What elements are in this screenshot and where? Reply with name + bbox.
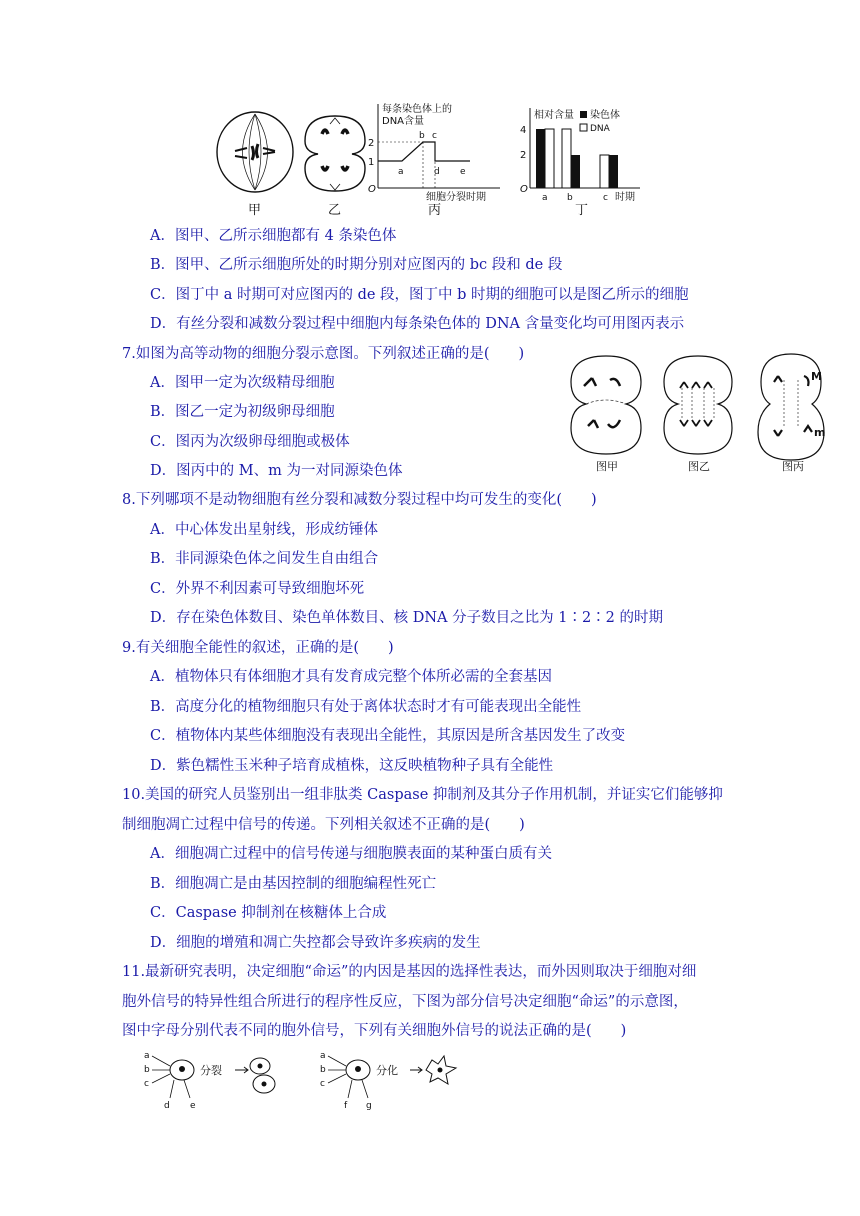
label-ding: 丁 (575, 203, 589, 216)
bing-point-e: e (460, 167, 466, 177)
q9-option-a: A．植物体只有体细胞才具有发育成完整个体所必需的全套基因 (150, 669, 552, 685)
q10-option-d: D．细胞的增殖和凋亡失控都会导致许多疾病的发生 (150, 935, 481, 951)
ding-xlabel: 时期 (615, 192, 635, 203)
q7-option-d: D．图丙中的 M、m 为一对同源染色体 (150, 463, 403, 479)
bing-ytick-1: 1 (368, 157, 375, 168)
q7-mark-m: m (814, 426, 826, 439)
q7-cell-bing-icon (758, 354, 825, 460)
q8-option-b: B．非同源染色体之间发生自由组合 (150, 551, 379, 567)
cell-yi-icon (305, 116, 365, 191)
q11-left-signal-c: c (144, 1079, 149, 1089)
ding-bar-a-chromosome (536, 129, 545, 188)
q7-cell-yi-icon (664, 356, 732, 454)
ding-bar-b-chromosome (571, 155, 580, 188)
q11-stem-line2: 胞外信号的特异性组合所进行的程序性反应，下图为部分信号决定细胞“命运”的示意图， (122, 994, 688, 1010)
q7-option-a: A．图甲一定为次级精母细胞 (150, 375, 335, 391)
label-yi: 乙 (328, 203, 342, 216)
q8-stem: 8.下列哪项不是动物细胞有丝分裂和减数分裂过程中均可发生的变化( ) (122, 492, 597, 508)
bing-point-c: c (432, 131, 437, 141)
q7-label-jia: 图甲 (596, 460, 618, 473)
ding-cat-a: a (542, 193, 548, 203)
q7-label-bing: 图丙 (782, 460, 804, 473)
ding-legend-chromosome: 染色体 (590, 110, 620, 121)
q7-label-yi: 图乙 (688, 460, 710, 473)
q8-option-c: C．外界不利因素可导致细胞坏死 (150, 581, 365, 597)
bing-point-a: a (398, 167, 404, 177)
q6-option-a: A．图甲、乙所示细胞都有 4 条染色体 (150, 228, 397, 244)
bing-xlabel: 细胞分裂时期 (426, 192, 486, 203)
cell-jia-icon (217, 112, 293, 192)
ding-bar-c-dna (600, 155, 609, 188)
ding-origin: O (520, 184, 528, 195)
q11-right-signal-g: g (366, 1101, 372, 1111)
q11-right-signal-c: c (320, 1079, 325, 1089)
ding-bar-c-chromosome (609, 155, 618, 188)
ding-cat-b: b (567, 193, 573, 203)
q11-left-signal-d: d (164, 1101, 170, 1111)
q11-stem-line1: 11.最新研究表明，决定细胞“命运”的内因是基因的选择性表达，而外因则取决于细胞对细 (122, 964, 697, 980)
q8-option-d: D．存在染色体数目、染色单体数目、核 DNA 分子数目之比为 1∶2∶2 的时期 (150, 610, 664, 626)
q6-option-d: D．有丝分裂和减数分裂过程中细胞内每条染色体的 DNA 含量变化均可用图丙表示 (150, 316, 685, 332)
ding-ytick-4: 4 (520, 125, 527, 136)
label-jia: 甲 (248, 203, 262, 216)
chart-bing (368, 102, 500, 203)
bing-point-b: b (419, 131, 425, 141)
q7-stem: 7.如图为高等动物的细胞分裂示意图。下列叙述正确的是( ) (122, 346, 525, 362)
q11-left-signal-e: e (190, 1101, 196, 1111)
chart-ding (520, 108, 640, 203)
bing-ylabel-2: DNA含量 (382, 116, 425, 127)
ding-ytick-2: 2 (520, 150, 527, 161)
q8-option-a: A．中心体发出星射线，形成纺锤体 (150, 522, 378, 538)
q9-option-b: B．高度分化的植物细胞只有处于离体状态时才有可能表现出全能性 (150, 699, 582, 715)
q11-right-signal-f: f (344, 1101, 348, 1111)
ding-bar-b-dna (562, 129, 571, 188)
q10-stem-line1: 10.美国的研究人员鉴别出一组非肽类 Caspase 抑制剂及其分子作用机制，并证实它们能够抑 (122, 787, 723, 803)
q7-option-c: C．图丙为次级卵母细胞或极体 (150, 434, 350, 450)
ding-bar-a-dna (545, 129, 554, 188)
q10-stem-line2: 制细胞凋亡过程中信号的传递。下列相关叙述不正确的是( ) (122, 817, 525, 833)
q9-option-c: C．植物体内某些体细胞没有表现出全能性，其原因是所含基因发生了改变 (150, 728, 626, 744)
q11-left-signal-a: a (144, 1051, 150, 1061)
bing-origin: O (368, 184, 376, 195)
ding-legend-dna: DNA (590, 124, 610, 134)
q11-right-signal-b: b (320, 1065, 326, 1075)
q6-option-c: C．图丁中 a 时期可对应图丙的 de 段，图丁中 b 时期的细胞可以是图乙所示的细胞 (150, 287, 689, 303)
ding-ylabel: 相对含量 (534, 110, 574, 121)
bing-ylabel-1: 每条染色体上的 (382, 104, 452, 115)
q11-left-signal-b: b (144, 1065, 150, 1075)
q10-option-a: A．细胞凋亡过程中的信号传递与细胞膜表面的某种蛋白质有关 (150, 846, 552, 862)
q11-right-signal-a: a (320, 1051, 326, 1061)
q11-left-arrow-label: 分裂 (200, 1064, 222, 1077)
q11-figure (140, 1046, 480, 1112)
ding-cat-c: c (603, 193, 608, 203)
q11-left-diagram (144, 1051, 275, 1111)
q7-figure (566, 352, 846, 474)
q6-option-b: B．图甲、乙所示细胞所处的时期分别对应图丙的 bc 段和 de 段 (150, 257, 563, 273)
label-bing: 丙 (428, 203, 442, 216)
q11-stem-line3: 图中字母分别代表不同的胞外信号，下列有关细胞外信号的说法正确的是( ) (122, 1023, 627, 1039)
bing-point-d: d (434, 167, 440, 177)
q11-right-arrow-label: 分化 (376, 1064, 398, 1077)
bing-ytick-2: 2 (368, 138, 375, 149)
q7-option-b: B．图乙一定为初级卵母细胞 (150, 404, 335, 420)
q10-option-c: C．Caspase 抑制剂在核糖体上合成 (150, 905, 387, 921)
q9-option-d: D．紫色糯性玉米种子培育成植株，这反映植物种子具有全能性 (150, 758, 554, 774)
q7-cell-jia-icon (571, 356, 641, 454)
top-figure (210, 96, 650, 216)
q10-option-b: B．细胞凋亡是由基因控制的细胞编程性死亡 (150, 876, 437, 892)
q11-right-diagram (320, 1051, 456, 1111)
q9-stem: 9.有关细胞全能性的叙述，正确的是( ) (122, 640, 394, 656)
q7-mark-M: M (811, 370, 822, 383)
